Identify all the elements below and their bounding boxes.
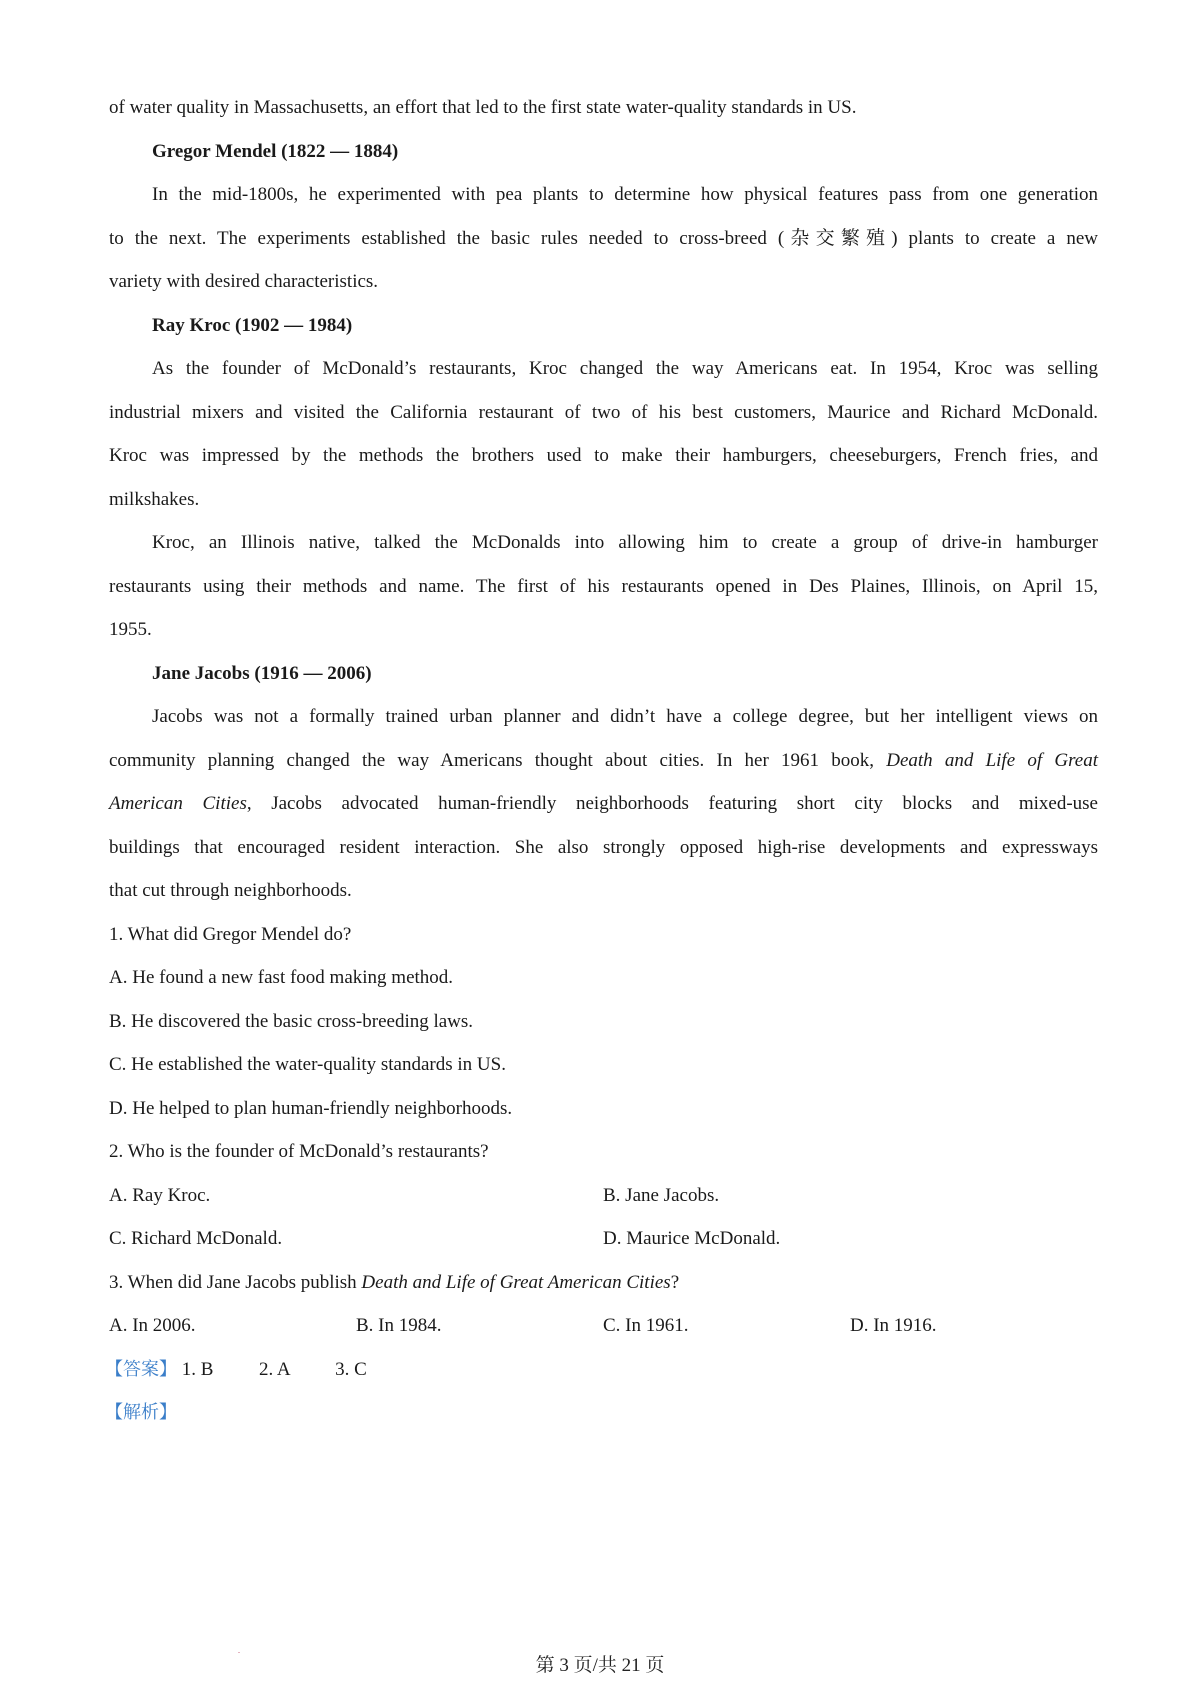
- paragraph-line: restaurants using their methods and name. The first of his restaurants opened in Des Plaines, Illinois, on April 15,: [109, 576, 1098, 597]
- question-1-stem: 1. What did Gregor Mendel do?: [109, 924, 352, 945]
- paragraph-line: [109, 749, 1098, 773]
- answer-item: 2. A: [258, 1359, 290, 1380]
- question-2-option-b: B. Jane Jacobs.: [603, 1185, 720, 1206]
- book-title: Death and Life of Great American Cities: [361, 1272, 671, 1293]
- question-3-option-c: C. In 1961.: [603, 1315, 689, 1336]
- analysis-label: 【解析】: [105, 1402, 177, 1423]
- book-title: American Cities: [109, 793, 247, 814]
- question-2-option-c: C. Richard McDonald.: [109, 1228, 283, 1249]
- answer-label: 【答案】: [105, 1359, 177, 1380]
- paragraph-line: Kroc was impressed by the methods the brothers used to make their hamburgers, cheeseburgers, French fries, and: [109, 445, 1098, 466]
- paragraph-line: [109, 792, 1098, 816]
- question-3-option-d: D. In 1916.: [850, 1315, 937, 1336]
- question-3-option-a: A. In 2006.: [109, 1315, 196, 1336]
- question-1-option-a: A. He found a new fast food making method.: [109, 967, 454, 988]
- question-2-option-a: A. Ray Kroc.: [109, 1185, 211, 1206]
- question-3-stem: [109, 1271, 679, 1295]
- question-1-option-d: D. He helped to plan human-friendly neighborhoods.: [109, 1098, 513, 1119]
- passage-intro-tail: of water quality in Massachusetts, an effort that led to the first state water-quality standards in US.: [109, 97, 857, 118]
- paragraph-line: milkshakes.: [109, 489, 200, 510]
- paragraph-line: to the next. The experiments established the basic rules needed to cross-breed (杂交繁殖) plants to create a new: [109, 228, 1098, 249]
- section-heading-mendel: Gregor Mendel (1822 — 1884): [152, 141, 399, 162]
- analysis-row: [105, 1401, 177, 1425]
- paragraph-line: Jacobs was not a formally trained urban planner and didn’t have a college degree, but her intelligent views on: [152, 706, 1098, 727]
- paragraph-line: industrial mixers and visited the California restaurant of two of his best customers, Maurice and Richard McDonald.: [109, 402, 1098, 423]
- paragraph-line: 1955.: [109, 619, 152, 640]
- question-1-option-c: C. He established the water-quality standards in US.: [109, 1054, 506, 1075]
- answer-item: 1. B: [181, 1359, 214, 1380]
- section-heading-kroc: Ray Kroc (1902 — 1984): [152, 315, 353, 336]
- book-title: Death and Life of Great: [886, 750, 1098, 771]
- paragraph-line: In the mid-1800s, he experimented with pea plants to determine how physical features pass from one generation: [152, 184, 1098, 205]
- text-run: 3. When did Jane Jacobs publish: [109, 1272, 362, 1293]
- text-run: , Jacobs advocated human-friendly neighborhoods featuring short city blocks and mixed-use: [246, 793, 1098, 814]
- text-run: community planning changed the way Americans thought about cities. In her 1961 book,: [109, 750, 887, 771]
- paragraph-line: variety with desired characteristics.: [109, 271, 379, 292]
- text-run: ?: [670, 1272, 680, 1293]
- question-2-stem: 2. Who is the founder of McDonald’s restaurants?: [109, 1141, 489, 1162]
- question-1-option-b: B. He discovered the basic cross-breeding laws.: [109, 1011, 474, 1032]
- page-indicator: 第 3 页/共 21 页: [535, 1655, 665, 1676]
- paragraph-line: that cut through neighborhoods.: [109, 880, 352, 901]
- paragraph-line: Kroc, an Illinois native, talked the McDonalds into allowing him to create a group of drive-in hamburger: [152, 532, 1098, 553]
- answer-item: 3. C: [335, 1359, 367, 1380]
- section-heading-jacobs: Jane Jacobs (1916 — 2006): [152, 663, 372, 684]
- paragraph-line: buildings that encouraged resident interaction. She also strongly opposed high-rise developments and expressways: [109, 837, 1098, 858]
- question-3-option-b: B. In 1984.: [356, 1315, 442, 1336]
- question-2-option-d: D. Maurice McDonald.: [603, 1228, 781, 1249]
- paragraph-line: As the founder of McDonald’s restaurants, Kroc changed the way Americans eat. In 1954, Kroc was selling: [152, 358, 1098, 379]
- decorative-dot: [238, 1652, 240, 1653]
- answer-row: [105, 1358, 367, 1382]
